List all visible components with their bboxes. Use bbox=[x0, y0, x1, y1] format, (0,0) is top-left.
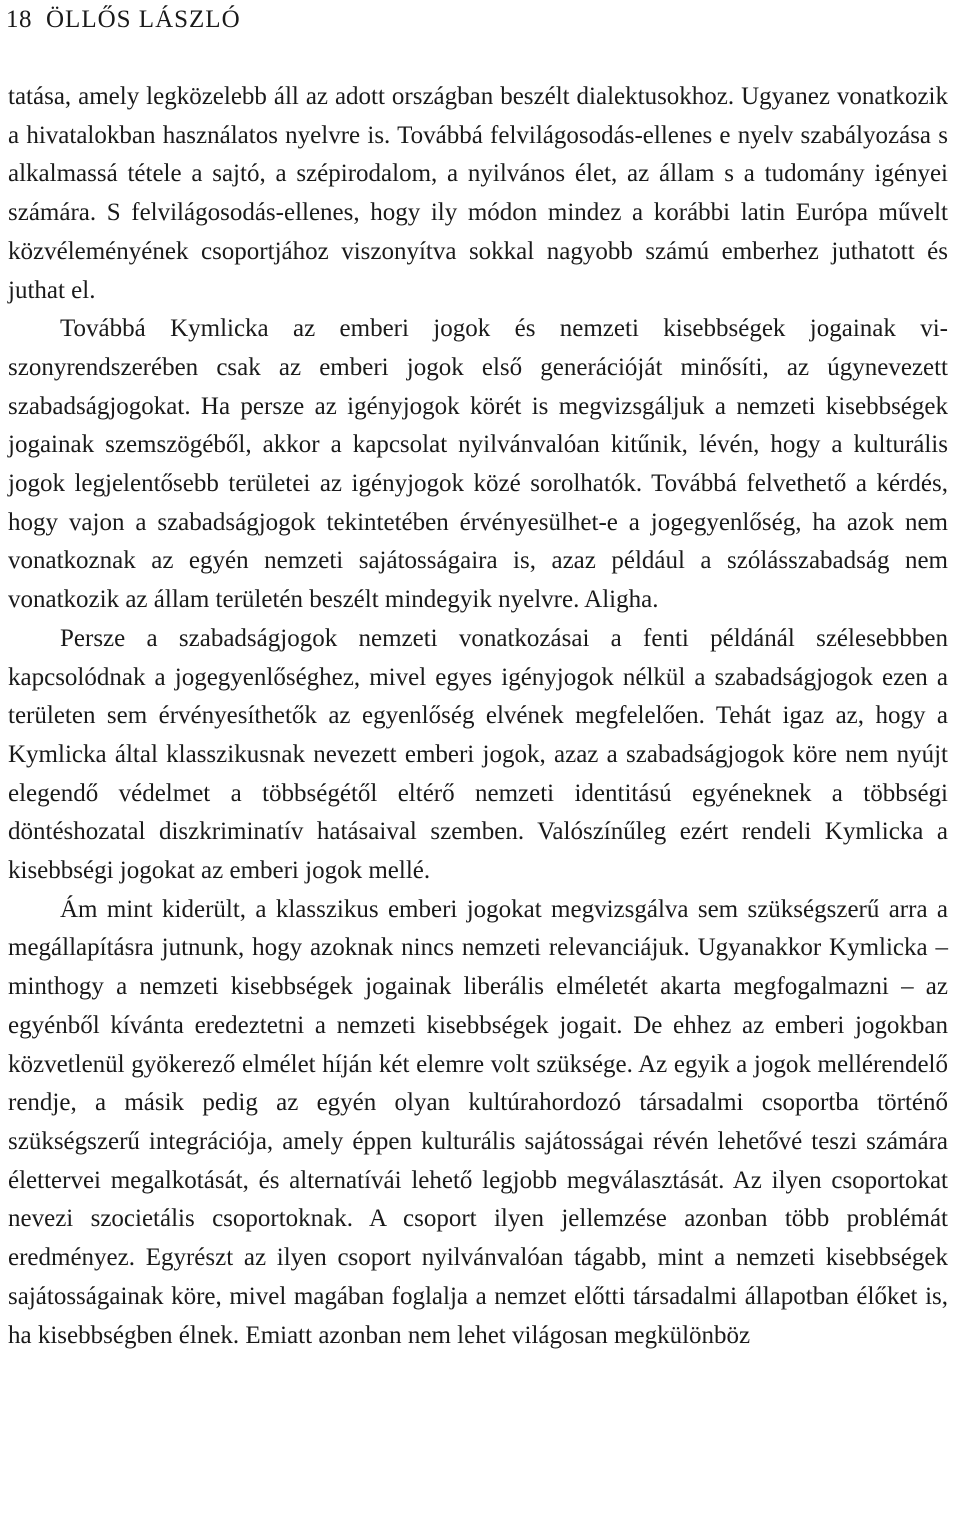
page-header bbox=[6, 4, 241, 36]
page-number: 18 bbox=[6, 6, 32, 33]
paragraph-3: Persze a szabadságjogok nemzeti vonatkozásai a fenti példánál szélesebbben kapcsolódnak a jogegyenlőséghez, mivel egyes igényjogok nélkül a szabadságjogok ezen a területen sem érvényesíthetők az egyenlőség elvének megfelelően. Tehát igaz az, hogy a Kymlicka által klasszikusnak nevezett emberi jogok, azaz a szabadságjogok köre nem nyújt elegendő védelmet a többségétől eltérő nemzeti identitású egyéneknek a többségi döntéshozatal diszkriminatív hatásaival szemben. Valószínűleg ezért rendeli Kymlicka a kisebbségi jogokat az emberi jogok mellé. bbox=[8, 624, 948, 885]
paragraph-4: Ám mint kiderült, a klasszikus emberi jogokat megvizsgálva sem szükségszerű arra a megállapításra jutnunk, hogy azoknak nincs nemzeti relevanciájuk. Ugyanakkor Kymlicka – minthogy a nemzeti kisebbségek jogainak liberális elméletét akarta megfogalmazni – az egyénből kívánta eredeztetni a nemzeti kisebbségek jogait. De ehhez az emberi jogokban közvetlenül gyökerező elmélet híján két elemre volt szüksége. Az egyik a jogok mellérendelő rendje, a másik pedig az egyén olyan kultúrahordozó társadalmi csoportba történő szükségszerű integrációja, amely éppen kulturális sajátosságai révén lehetővé teszi számára élettervei megalkotását, és alternatívái lehető legjobb megválasztását. Az ilyen csoportokat nevezi szocietális csoportoknak. A csoport ilyen jellemzése azonban több problémát eredményez. Egyrészt az ilyen csoport nyilvánvalóan tágabb, mint a nemzeti kisebbségek sajátosságainak köre, mivel magában foglalja a nemzet előtti társadalmi állapotban élőket is, ha kisebbségben élnek. Emiatt azonban nem lehet világosan megkülönböz bbox=[8, 895, 948, 1349]
body-text bbox=[8, 78, 948, 1355]
paragraph-2: Továbbá Kymlicka az emberi jogok és nemzeti kisebbségek jogainak viszonyrendszerében csak az emberi jogok első generációját minősíti, az úgynevezett szabadságjogokat. Ha persze az igényjogok körét is megvizsgáljuk a nemzeti kisebbségek jogainak szemszögéből, akkor a kapcsolat nyilvánvalóan kitűnik, lévén, hogy a kulturális jogok legjelentősebb területei az igényjogok közé sorolhatók. Továbbá felvethető a kérdés, hogy vajon a szabadságjogok tekintetében érvényesülhet-e a jogegyenlőség, ha azok nem vonatkoznak az egyén nemzeti sajátosságaira is, azaz például a szólásszabadság nem vonatkozik az állam területén beszélt mindegyik nyelvre. Aligha. bbox=[8, 315, 948, 614]
paragraph-1: tatása, amely legközelebb áll az adott országban beszélt dialektusokhoz. Ugyanez vonatkozik a hivatalokban használatos nyelvre is. Továbbá felvilágosodás-ellenes e nyelv szabályozása s alkalmassá tétele a sajtó, a szépirodalom, a nyilvános élet, az állam s a tudomány igényei számára. S felvilágosodás-ellenes, hogy ily módon mindez a korábbi latin Európa művelt közvéleményének csoportjához viszonyítva sokkal nagyobb számú emberhez juthatott és juthat el. bbox=[8, 83, 948, 304]
running-head: ÖLLŐS LÁSZLÓ bbox=[46, 6, 241, 33]
